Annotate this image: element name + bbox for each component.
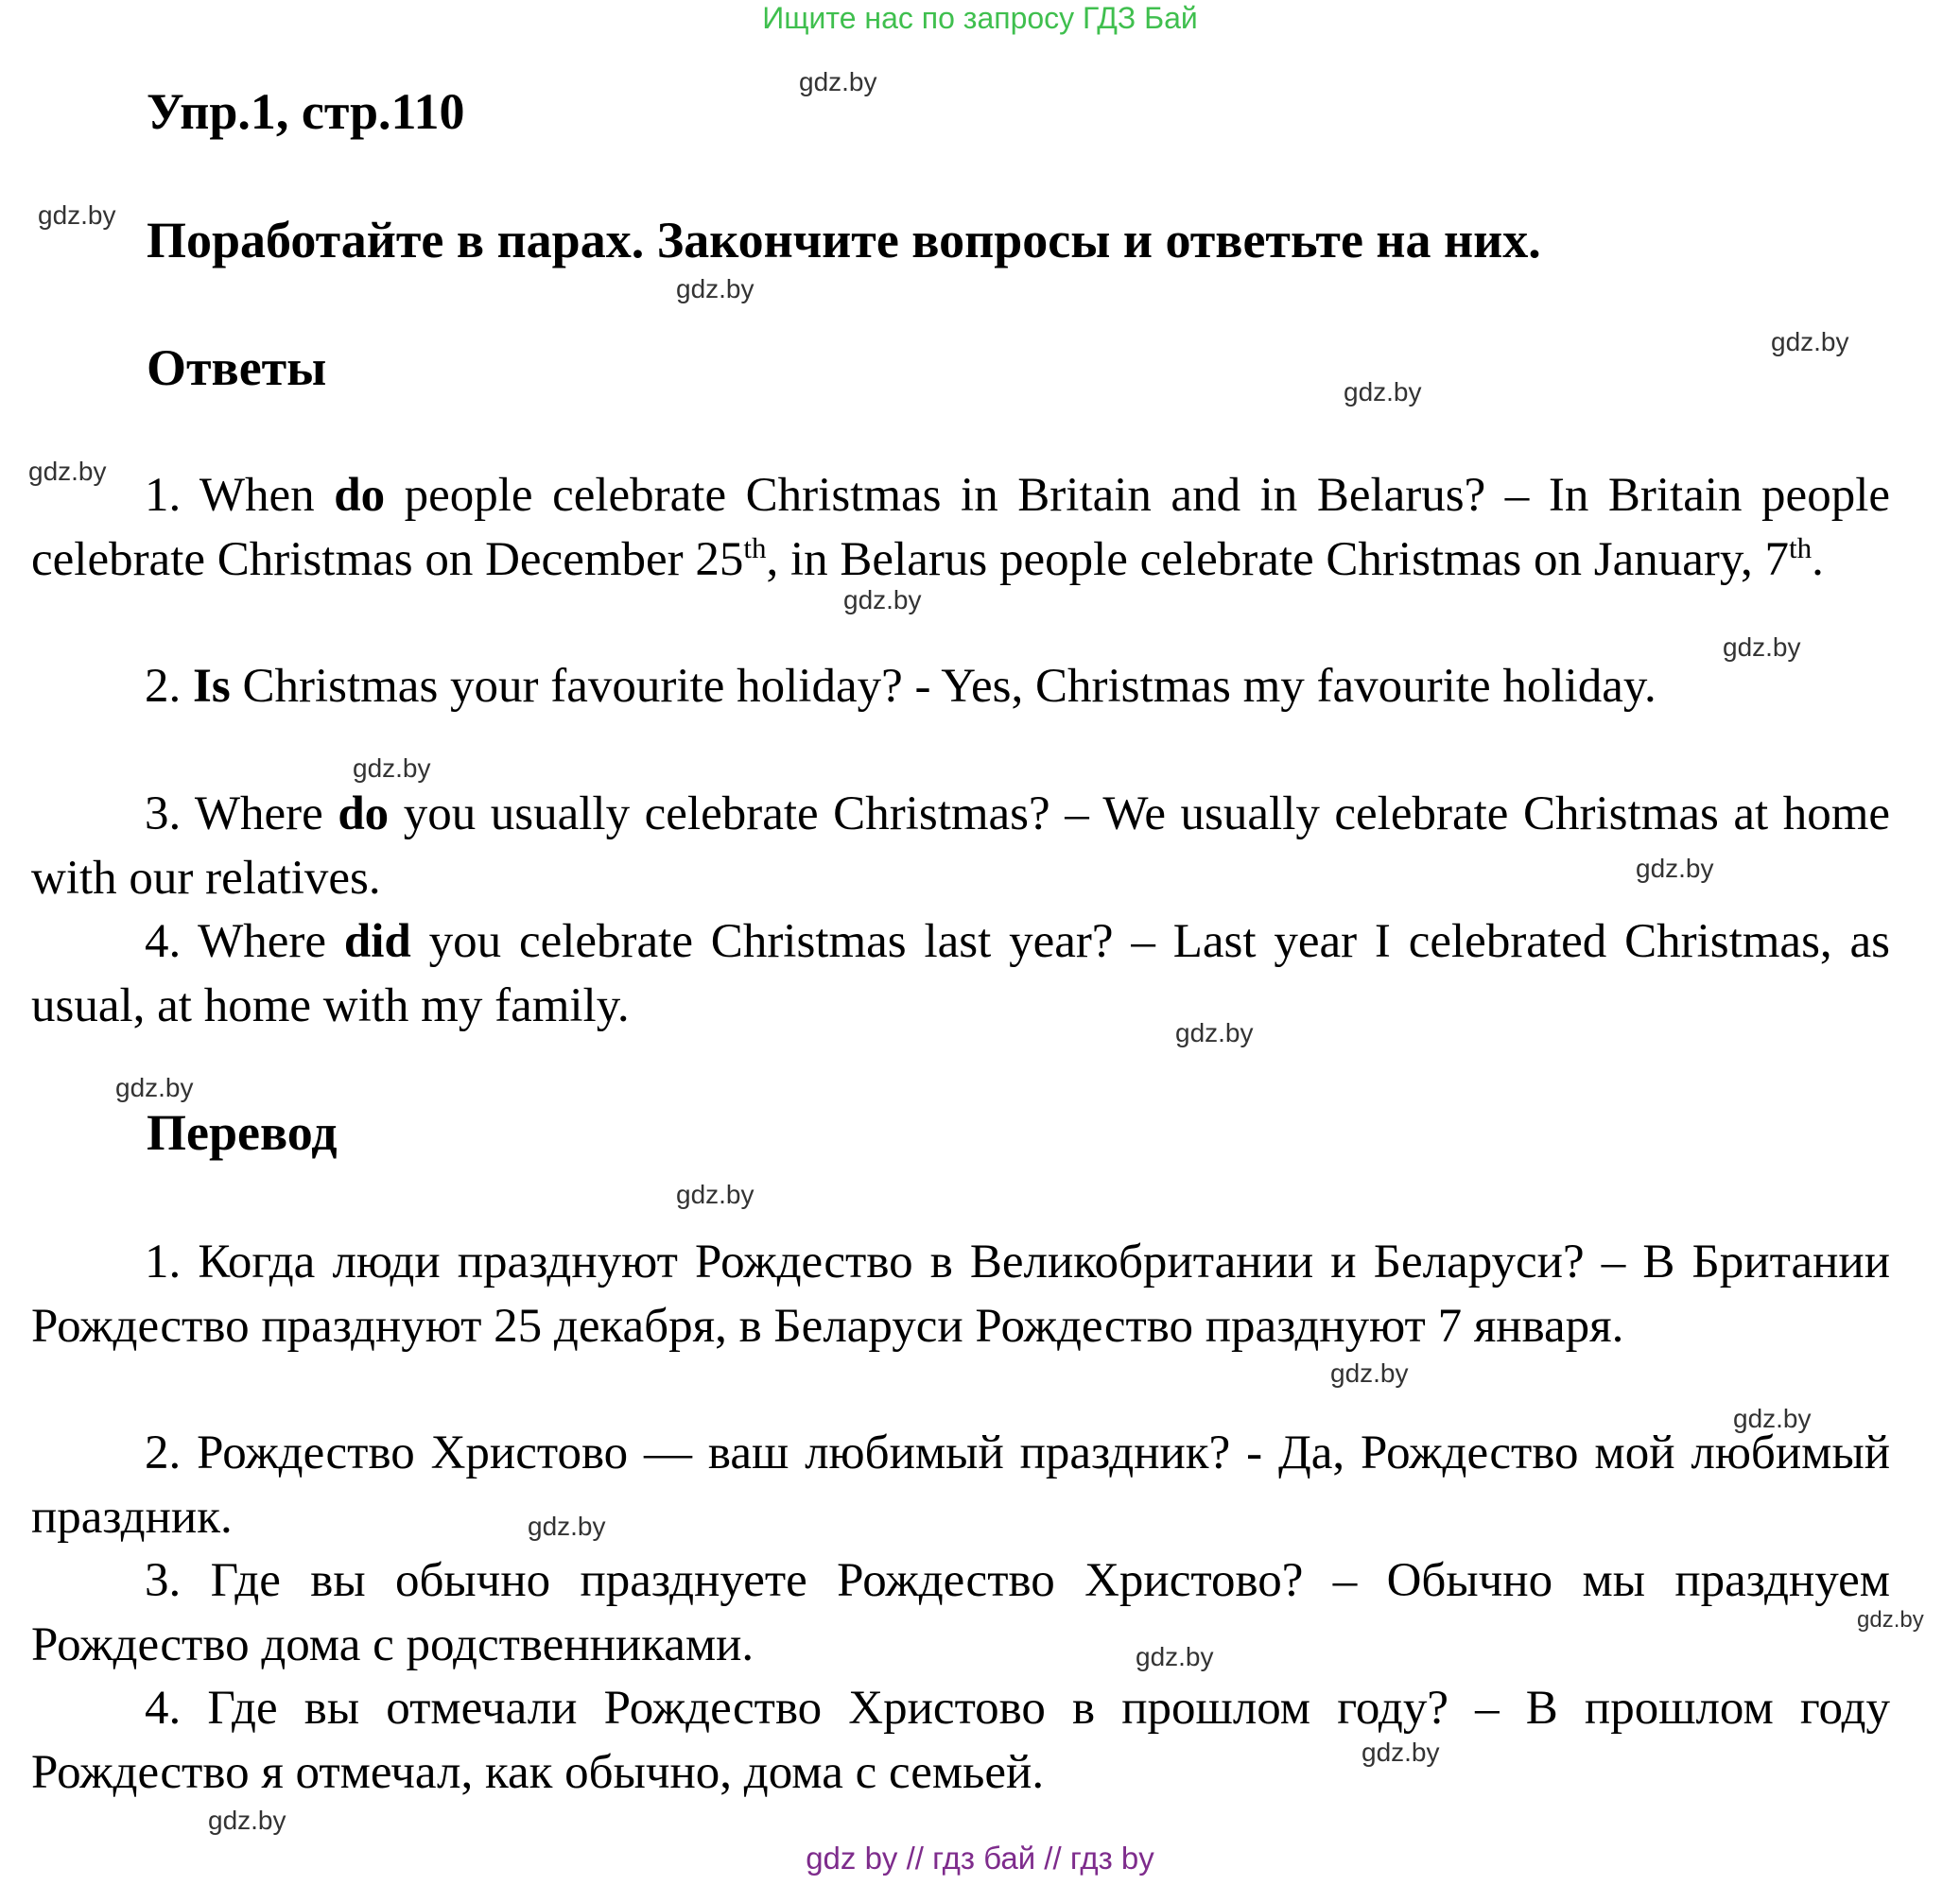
- translation-heading: Перевод: [147, 1104, 338, 1161]
- task-text: Поработайте в парах. Закончите вопросы и ответьте на них.: [147, 212, 1541, 268]
- answers-heading: Ответы: [147, 339, 327, 396]
- answer-4: 4. Where did you celebrate Christmas last year? – Last year I celebrated Christmas, as usual, at home with my family.: [31, 915, 1890, 1032]
- bottom-banner: gdz by // гдз бай // гдз by: [806, 1841, 1154, 1876]
- translation-4: 4. Где вы отмечали Рождество Христово в прошлом году? – В прошлом году Рождество я отмечал, как обычно, дома с семьей.: [31, 1682, 1890, 1799]
- watermark: gdz.by: [843, 585, 922, 614]
- watermark: gdz.by: [676, 1180, 755, 1209]
- translation-1: 1. Когда люди празднуют Рождество в Великобритании и Беларуси? – В Британии Рождество празднуют 25 декабря, в Беларуси Рождество празднуют 7 января.: [31, 1236, 1890, 1353]
- translation-3: 3. Где вы обычно празднуете Рождество Христово? – Обычно мы празднуем Рождество дома с родственниками.: [31, 1554, 1890, 1671]
- top-banner: Ищите нас по запросу ГДЗ Бай: [762, 1, 1198, 35]
- watermark: gdz.by: [528, 1512, 606, 1541]
- answer-1: 1. When do people celebrate Christmas in Britain and in Belarus? – In Britain people celebrate Christmas on December 25th, in Belarus people celebrate Christmas on January, 7th.: [31, 469, 1890, 586]
- watermark: gdz.by: [1733, 1404, 1812, 1433]
- watermark: gdz.by: [1857, 1607, 1924, 1633]
- answer-3: 3. Where do you usually celebrate Christmas? – We usually celebrate Christmas at home with our relatives.: [31, 787, 1890, 905]
- watermark: gdz.by: [38, 200, 116, 230]
- answer-2: 2. Is Christmas your favourite holiday? - Yes, Christmas my favourite holiday.: [145, 660, 1656, 713]
- watermark: gdz.by: [1771, 327, 1849, 356]
- watermark: gdz.by: [1362, 1738, 1440, 1767]
- watermark: gdz.by: [1344, 377, 1422, 406]
- watermark: gdz.by: [1330, 1358, 1409, 1388]
- watermark: gdz.by: [676, 274, 755, 303]
- exercise-title: Упр.1, стр.110: [147, 83, 465, 140]
- watermark: gdz.by: [1136, 1642, 1214, 1671]
- watermark: gdz.by: [115, 1073, 194, 1102]
- watermark: gdz.by: [208, 1806, 286, 1835]
- watermark: gdz.by: [799, 67, 877, 96]
- watermark: gdz.by: [353, 753, 431, 783]
- watermark: gdz.by: [1175, 1018, 1254, 1047]
- watermark: gdz.by: [1636, 854, 1714, 883]
- translation-2: 2. Рождество Христово — ваш любимый праздник? - Да, Рождество мой любимый праздник.: [31, 1427, 1890, 1544]
- watermark: gdz.by: [28, 457, 107, 486]
- watermark: gdz.by: [1723, 632, 1801, 662]
